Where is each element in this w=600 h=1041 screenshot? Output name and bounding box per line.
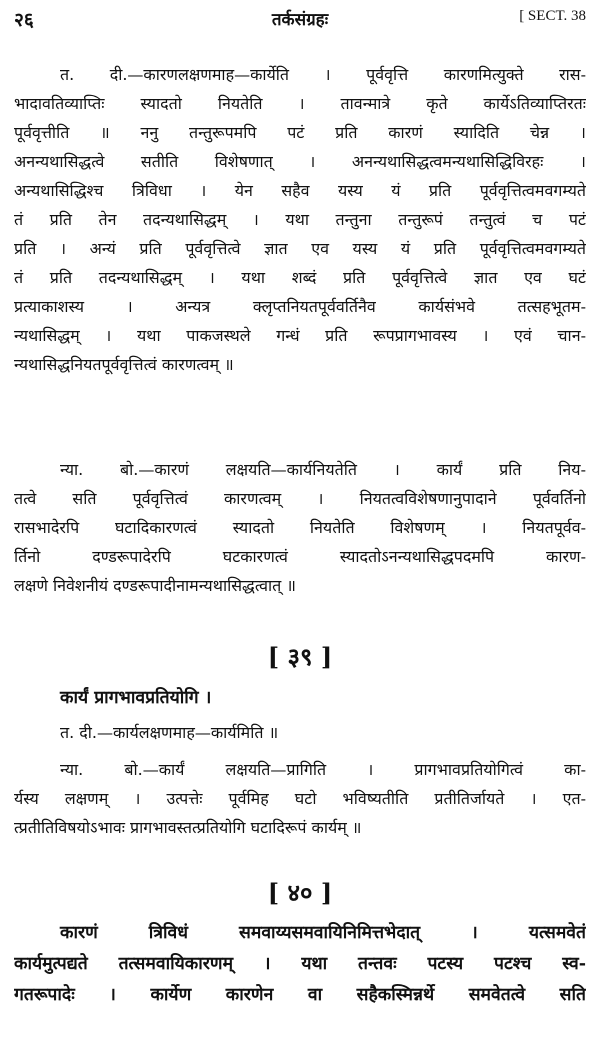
section-number-40: [ ४० ] (267, 878, 333, 907)
text-line: न्यथासिद्धनियतपूर्ववृत्तित्वं कारणत्वम् ॥ (14, 355, 234, 374)
text-line: रासभादेरपि घटादिकारणत्वं स्यादतो नियतेति विशेषणम् । नियतपूर्वव- (14, 518, 586, 537)
running-title: तर्कसंग्रहः (271, 10, 329, 30)
section-number-39: [ ३९ ] (267, 642, 333, 671)
tarkadipika-line: त. दी.—कार्यलक्षणमाह—कार्यमिति ॥ (60, 723, 279, 742)
running-header (14, 6, 586, 36)
text-line: तं प्रति तदन्यथासिद्धम् । यथा शब्दं प्रति पूर्ववृत्तित्वे ज्ञात एव घटं (14, 268, 586, 287)
sutra-line: कार्यमुत्पद्यते तत्समवायिकारणम् । यथा तन्तवः पटस्य पटश्च स्व- (14, 954, 586, 974)
text-line: र्यस्य लक्षणम् । उत्पत्तेः पूर्वमिह घटो भविष्यतीति प्रतीतिर्जायते । एत- (14, 789, 586, 808)
text-line: न्यथासिद्धम् । यथा पाकजस्थले गन्धं प्रति रूपप्रागभावस्य । एवं चान- (14, 326, 586, 345)
sutra-line: कारणं त्रिविधं समवाय्यसमवायिनिमित्तभेदात् । यत्समवेतं (60, 923, 586, 943)
text-line: पूर्ववृत्तीति ॥ ननु तन्तुरूपमपि पटं प्रति कारणं स्यादिति चेन्न । (14, 123, 586, 142)
nyayabodhini-paragraph (14, 455, 586, 600)
text-line: तं प्रति तेन तदन्यथासिद्धम् । यथा तन्तुना तन्तुरूपं तन्तुत्वं च पटं (14, 210, 586, 229)
section-label: [ SECT. 38 (519, 8, 586, 24)
text-line: न्या. बो.—कार्यं लक्षयति—प्रागिति । प्रागभावप्रतियोगित्वं का- (60, 760, 586, 779)
text-line: र्तिनो दण्डरूपादेरपि घटकारणत्वं स्यादतोऽनन्यथासिद्धपदमपि कारण- (14, 547, 586, 566)
sutra-line: गतरूपादेः । कार्येण कारणेन वा सहैकस्मिन्नर्थे समवेतत्वे सति (14, 985, 586, 1005)
sutra-text: कार्यं प्रागभावप्रतियोगि । (60, 688, 212, 708)
tarkadipika-paragraph (14, 60, 586, 379)
text-line: प्रत्याकाशस्य । अन्यत्र क्लृप्तनियतपूर्ववर्तिनैव कार्यसंभवे तत्सहभूतम- (14, 297, 586, 316)
section-39-block (14, 683, 586, 842)
text-line: लक्षणे निवेशनीयं दण्डरूपादीनामन्यथासिद्धत्वात् ॥ (14, 576, 296, 595)
section-40-block (14, 918, 586, 1011)
text-line: अनन्यथासिद्धत्वे सतीति विशेषणात् । अनन्यथासिद्धत्वमन्यथासिद्धिविरहः । (14, 152, 586, 171)
text-line: न्या. बो.—कारणं लक्षयति—कार्यनियतेति । कार्यं प्रति निय- (60, 460, 586, 479)
text-line: त्प्रतीतिविषयोऽभावः प्रागभावस्तत्प्रतियोगि घटादिरूपं कार्यम् ॥ (14, 818, 362, 837)
text-line: तत्वे सति पूर्ववृत्तित्वं कारणत्वम् । नियतत्वविशेषणानुपादाने पूर्ववर्तिनो (14, 489, 586, 508)
page-number: २६ (14, 9, 34, 31)
text-line: त. दी.—कारणलक्षणमाह—कार्येति । पूर्ववृत्ति कारणमित्युक्ते रास- (60, 65, 586, 84)
text-line: भादावतिव्याप्तिः स्यादतो नियतेति । तावन्मात्रे कृते कार्येऽतिव्याप्तिरतः (14, 94, 586, 113)
text-line: अन्यथासिद्धिश्च त्रिविधा । येन सहैव यस्य यं प्रति पूर्ववृत्तित्वमवगम्यते (14, 181, 586, 200)
text-line: प्रति । अन्यं प्रति पूर्ववृत्तित्वे ज्ञात एव यस्य यं प्रति पूर्ववृत्तित्वमवगम्यते (14, 239, 586, 258)
